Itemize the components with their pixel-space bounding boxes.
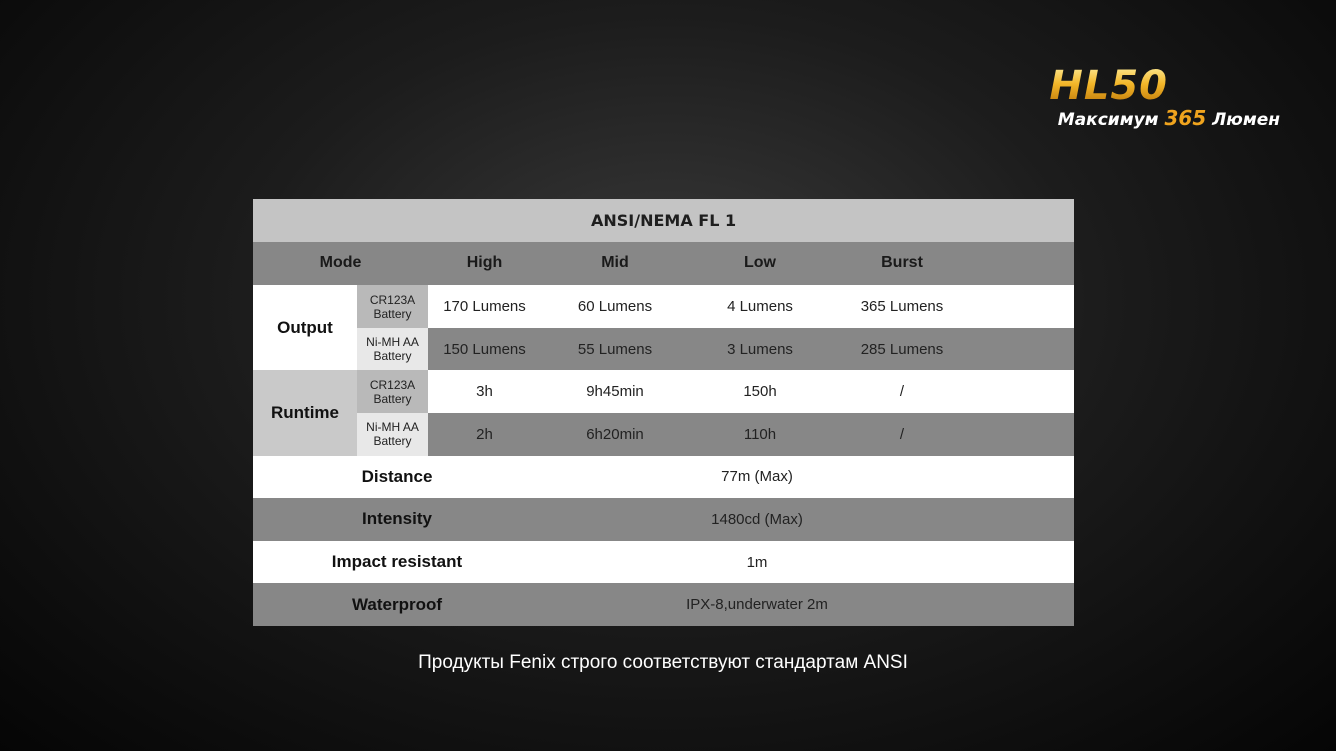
table-cell: 150 Lumens [428,328,541,371]
spec-table [253,199,1074,626]
table-header-row [253,242,1074,286]
table-row [253,370,1074,413]
table-title: ANSI/NEMA FL 1 [253,199,1074,242]
header-burst: Burst [831,242,973,286]
distance-label: Distance [361,466,433,486]
table-spacer [973,456,1074,499]
intensity-label: Intensity [362,509,432,529]
table-cell: 6h20min [541,413,689,456]
tagline-number: 365 [1164,106,1207,130]
table-row [253,285,1074,328]
waterproof-label: Waterproof [351,594,443,614]
table-cell: 150h [689,370,831,413]
table-cell: 170 Lumens [428,285,541,328]
table-spacer [973,583,1074,626]
battery-type: Ni-MH AA [366,335,419,350]
table-cell: 4 Lumens [689,285,831,328]
table-row [253,541,1074,584]
table-spacer [973,328,1074,371]
battery-label [357,328,428,371]
product-model: HL50 [1049,63,1168,109]
table-row [253,583,1074,626]
battery-label [357,285,428,328]
output-label: Output [253,285,357,370]
header-mid: Mid [541,242,689,286]
table-cell: 3 Lumens [689,328,831,371]
battery-word: Battery [373,391,412,406]
impact-value: 1m [746,553,768,571]
header-high: High [428,242,541,286]
table-cell: / [831,370,973,413]
battery-type: CR123A [369,292,416,307]
max-lumens-tagline [1049,106,1280,130]
header-spacer [973,242,1074,286]
table-cell: 55 Lumens [541,328,689,371]
battery-type: Ni-MH AA [366,420,419,435]
table-spacer [973,285,1074,328]
battery-word: Battery [373,306,412,321]
brand-block [1049,64,1280,130]
battery-label [357,370,428,413]
table-cell: 2h [428,413,541,456]
table-cell: 365 Lumens [831,285,973,328]
intensity-value: 1480cd (Max) [711,510,803,528]
table-spacer [973,370,1074,413]
ansi-compliance-note: Продукты Fenix строго соответствуют стандартам ANSI [418,652,908,673]
table-spacer [973,498,1074,541]
header-low: Low [689,242,831,286]
header-mode: Mode [253,242,428,286]
battery-word: Battery [373,349,412,364]
table-spacer [973,413,1074,456]
distance-value: 77m (Max) [721,468,793,486]
table-title-row [253,199,1074,242]
table-row [253,456,1074,499]
table-cell: 110h [689,413,831,456]
battery-word: Battery [373,434,412,449]
impact-label: Impact resistant [331,552,463,572]
table-cell: 60 Lumens [541,285,689,328]
table-cell: 9h45min [541,370,689,413]
table-row [253,413,1074,456]
battery-type: CR123A [369,377,416,392]
table-cell: / [831,413,973,456]
table-cell: 285 Lumens [831,328,973,371]
table-row [253,498,1074,541]
waterproof-value: IPX-8,underwater 2m [686,596,828,614]
table-cell: 3h [428,370,541,413]
tagline-suffix: Люмен [1212,110,1280,130]
battery-label [357,413,428,456]
runtime-label: Runtime [253,370,357,455]
tagline-prefix: Максимум [1057,110,1159,130]
table-spacer [973,541,1074,584]
table-row [253,328,1074,371]
